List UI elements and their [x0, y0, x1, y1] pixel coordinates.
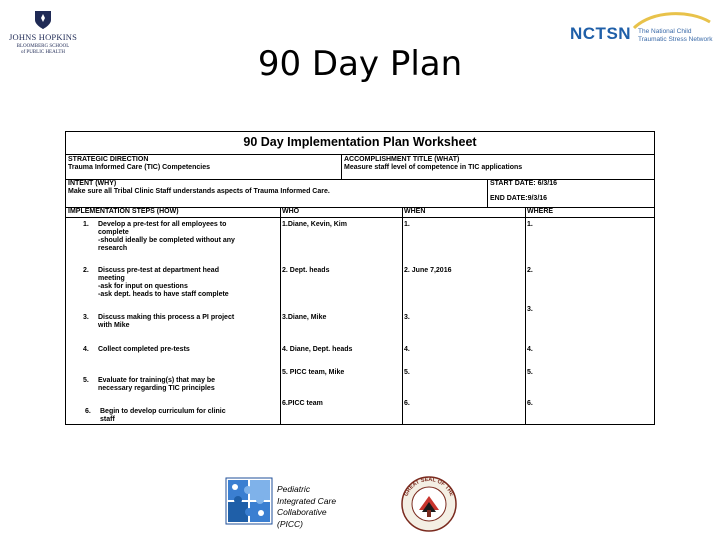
when-cell: 4.: [404, 346, 410, 353]
who-cell: 4. Diane, Dept. heads: [282, 346, 353, 353]
jhu-name: JOHNS HOPKINS: [8, 32, 77, 42]
nctsn-acronym: NCTSN: [570, 24, 632, 43]
who-cell: 6.PICC team: [282, 400, 323, 407]
nctsn-full-name: The National Child Traumatic Stress Network: [638, 28, 713, 43]
accomplishment-title: ACCOMPLISHMENT TITLE (WHAT) Measure staff level of competence in TIC applications: [344, 156, 523, 171]
where-cell: 3.: [527, 306, 533, 313]
where-cell: 4.: [527, 346, 533, 353]
end-date: END DATE:9/3/16: [490, 195, 548, 202]
who-cell: 3.Diane, Mike: [282, 314, 327, 321]
when-cell: 2. June 7,2016: [404, 267, 452, 274]
worksheet-title: 90 Day Implementation Plan Worksheet: [66, 132, 654, 155]
picc-text: Pediatric Integrated Care Collaborative (PICC): [277, 484, 337, 529]
strategic-direction: STRATEGIC DIRECTION Trauma Informed Care (TIC) Competencies: [68, 156, 210, 171]
tribal-seal-icon: [398, 474, 460, 532]
slide-title: 90 Day Plan: [257, 44, 463, 84]
when-cell: 5.: [404, 369, 410, 376]
column-when: WHEN: [404, 208, 426, 215]
column-where: WHERE: [527, 208, 554, 215]
jhu-sub: BLOOMBERG SCHOOL of PUBLIC HEALTH: [16, 44, 70, 55]
where-cell: 1.: [527, 221, 533, 228]
start-date: START DATE: 6/3/16: [490, 180, 558, 187]
who-cell: 5. PICC team, Mike: [282, 369, 345, 376]
where-cell: 2.: [527, 267, 533, 274]
intent: INTENT (WHY) Make sure all Tribal Clinic Staff understands aspects of Trauma Informed Care.: [68, 180, 330, 195]
seal-text: GREAT SEAL OF THE: [403, 476, 455, 498]
when-cell: 3.: [404, 314, 410, 321]
when-cell: 6.: [404, 400, 410, 407]
column-who: WHO: [282, 208, 300, 215]
jhu-shield-icon: [34, 10, 52, 30]
where-cell: 5.: [527, 369, 533, 376]
who-cell: 2. Dept. heads: [282, 267, 330, 274]
when-cell: 1.: [404, 221, 410, 228]
picc-puzzle-icon: [224, 476, 274, 526]
worksheet: 90 Day Implementation Plan Worksheet STRATEGIC DIRECTION Trauma Informed Care (TIC) Competencies ACCOMPLISHMENT TITLE (WHAT) Measure staff level of competence in TIC applications INTENT (WHY) Make sure all Tribal Clinic Staff understands aspects of Trauma Informed Care. START DATE: 6/3/16 END DATE:9/3/16 IMPLEMENTATION STEPS (HOW) WHO WHEN WHERE 1. Develop a pre-test for all employees to complete -should ideally be completed without any research 2. Discuss pre-test at department head meeting -ask for input on questions -ask dept. heads to have staff complete 3. Discuss making this process a PI project with Mike 4. Collect completed pre-tests 5. Evaluate for training(s) that may be necessary regarding TIC principles 6. Begin to develop curriculum for clinic staff 1.Diane, Kevin, Kim 2. Dept. heads 3.Diane, Mike 4. Diane, Dept. heads 5. PICC team, Mike 6.PICC team 1. 2. June 7,2016 3. 4. 5. 6. 1. 2. 3. 4. 5. 6.: [65, 131, 655, 425]
who-cell: 1.Diane, Kevin, Kim: [282, 221, 347, 228]
where-cell: 6.: [527, 400, 533, 407]
column-steps: IMPLEMENTATION STEPS (HOW): [68, 208, 179, 215]
